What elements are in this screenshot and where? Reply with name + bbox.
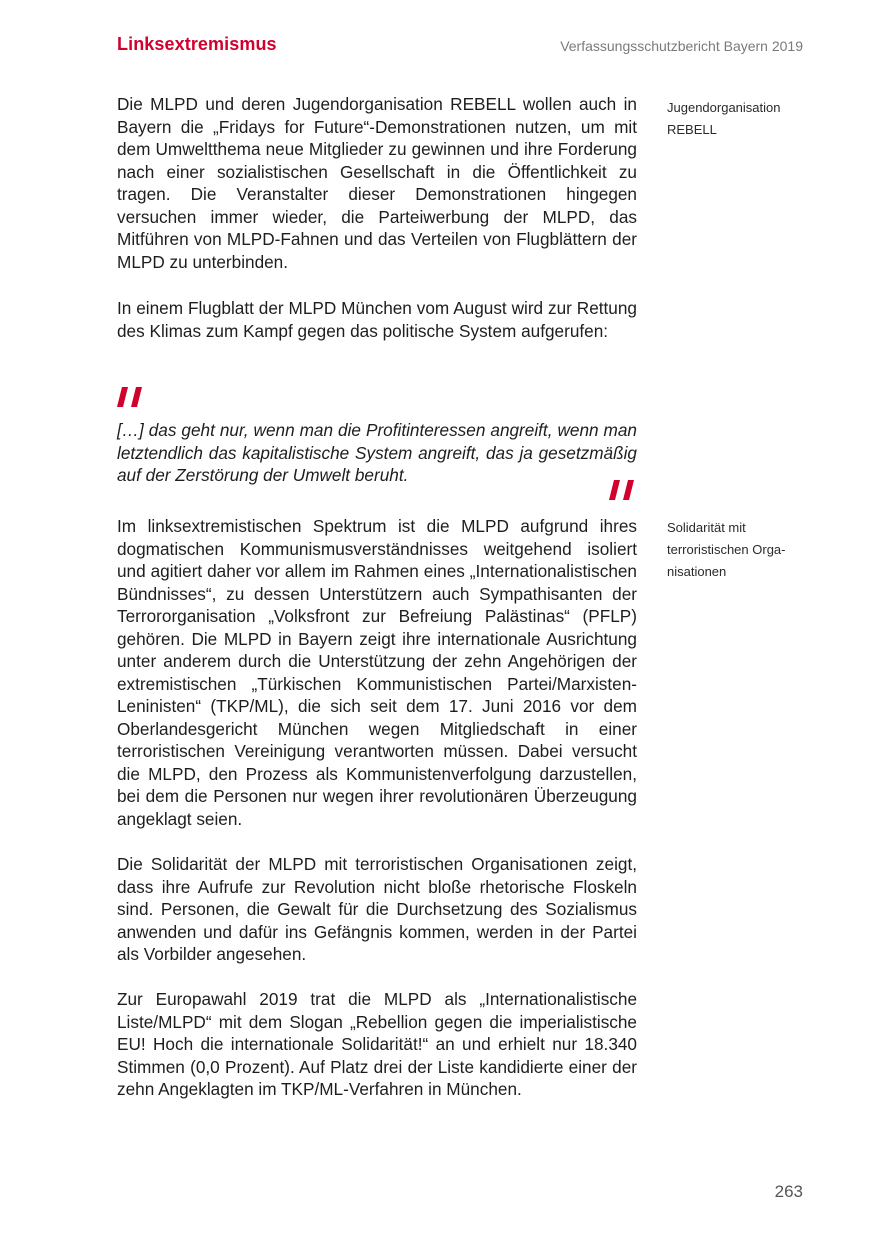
section-title: Linksextremismus xyxy=(117,34,277,54)
closing-quote-icon xyxy=(609,480,639,502)
paragraph-rebell: Die MLPD und deren Jugendorganisation REBELL wollen auch in Bayern die „Fridays for Future“-Demonstrationen nutzen, um mit dem Umweltthema neue Mitglieder zu gewinnen und ihre Forderung nach einer sozialistischen Gesellschaft in die Öffentlichkeit zu tragen. Die Veranstalter dieser Demonstrationen hingegen versuchen immer wieder, die Parteiwerbung der MLPD, das Mitführen von MLPD-Fahnen und das Verteilen von Flugblättern der MLPD zu unterbinden. xyxy=(117,94,637,272)
paragraph-spektrum: Im linksextremistischen Spektrum ist die MLPD aufgrund ihres dogmatischen Kommunismusverständnisses weitgehend isoliert und agitiert daher vor allem im Rahmen eines „Internationalistischen Bündnisses“, zu dessen Unterstützern auch Sympathisanten der Terrororganisation „Volksfront zur Befreiung Palästinas“ (PFLP) gehören. Die MLPD in Bayern zeigt ihre internationale Ausrichtung unter anderem durch die Unterstützung der zehn Angehörigen der extremistischen „Türkischen Kommunistischen Partei/Marxisten-Leninisten“ (TKP/ML), die sich seit dem 17. Juni 2016 vor dem Oberlandesgericht München wegen Mitgliedschaft in einer terroristischen Vereinigung verantworten müssen. Dabei versucht die MLPD, den Prozess als Kommunistenverfolgung darzustellen, bei dem die Personen nur wegen ihrer revolutionären Überzeugung angeklagt seien. xyxy=(117,516,637,829)
quote-text: […] das geht nur, wenn man die Profitinteressen angreift, wenn man letztendlich das kapitalistische System angreift, das ja gesetzmäßig auf der Zerstörung der Umwelt beruht. xyxy=(117,420,637,485)
paragraph-solidaritaet: Die Solidarität der MLPD mit terroristischen Organisationen zeigt, dass ihre Aufrufe zur Revolution nicht bloße rhetorische Floskeln sind. Personen, die Gewalt für die Durchsetzung des Sozialismus anwenden und dafür ins Gefängnis kommen, werden in der Partei als Vorbilder angesehen. xyxy=(117,854,637,964)
opening-quote-icon xyxy=(117,387,147,409)
paragraph-europawahl: Zur Europawahl 2019 trat die MLPD als „Internationalistische Liste/MLPD“ mit dem Slogan „Rebellion gegen die imperialistische EU! Hoch die internationale Solidarität!“ an und erhielt nur 18.340 Stimmen (0,0 Prozent). Auf Platz drei der Liste kandidierte einer der zehn Angeklagten im TKP/ML-Verfahren in München. xyxy=(117,989,637,1099)
paragraph-flugblatt: In einem Flugblatt der MLPD München vom August wird zur Rettung des Klimas zum Kampf gegen das politische System aufgerufen: xyxy=(117,298,637,341)
margin-note-rebell: Jugendorganisation REBELL xyxy=(667,100,781,137)
margin-note-solidaritaet: Solidarität mit terroristischen Organisationen xyxy=(667,520,786,579)
page-number: 263 xyxy=(774,1182,803,1201)
report-title: Verfassungsschutzbericht Bayern 2019 xyxy=(560,38,803,54)
